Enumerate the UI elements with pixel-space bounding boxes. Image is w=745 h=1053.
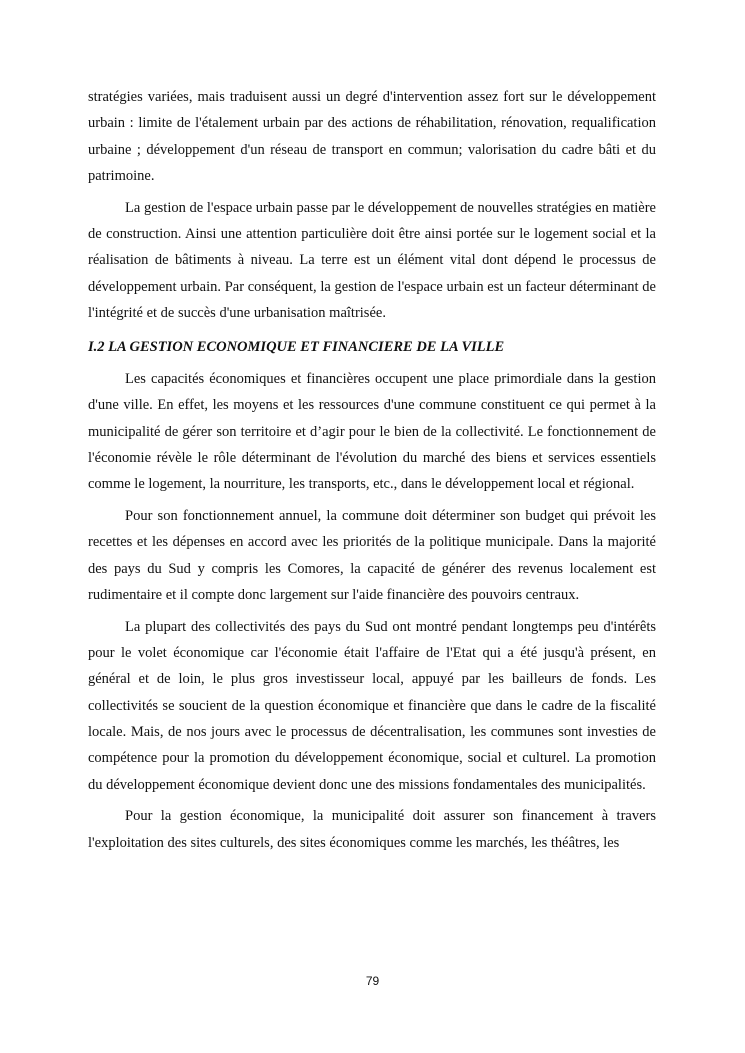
paragraph-economic-capacities: Les capacités économiques et financières occupent une place primordiale dans la gestion d'une ville. En effet, les moyens et les ressources d'une commune constituent ce qui permet à la municipalité de gérer son territoire et d’agir pour le bien de la collectivité. Le fonctionnement de l'économie révèle le rôle déterminant de l'évolution du marché des biens et services essentiels comme le logement, la nourriture, les transports, etc., dans le développement local et régional. [88,371,656,493]
document-page [88,84,656,862]
paragraph-annual-budget: Pour son fonctionnement annuel, la commune doit déterminer son budget qui prévoit les recettes et les dépenses en accord avec les priorités de la politique municipale. Dans la majorité des pays du Sud y compris les Comores, la capacité de générer des revenus localement est rudimentaire et il compte donc largement sur l'aide financière des pouvoirs centraux. [88,508,656,604]
paragraph-continuation: stratégies variées, mais traduisent aussi un degré d'intervention assez fort sur le développement urbain : limite de l'étalement urbain par des actions de réhabilitation, rénovation, requalification urbaine ; développement d'un réseau de transport en commun; valorisation du cadre bâti et du patrimoine. [88,89,656,184]
paragraph-economic-management: Pour la gestion économique, la municipalité doit assurer son financement à travers l'exploitation des sites culturels, des sites économiques comme les marchés, les théâtres, les [88,808,656,851]
paragraph-urban-space: La gestion de l'espace urbain passe par le développement de nouvelles stratégies en matière de construction. Ainsi une attention particulière doit être ainsi portée sur le logement social et la réalisation de bâtiments à niveau. La terre est un élément vital dont dépend le processus de développement urbain. Par conséquent, la gestion de l'espace urbain est un facteur déterminant de l'intégrité et de succès d'une urbanisation maîtrisée. [88,199,656,321]
section-heading: I.2 LA GESTION ECONOMIQUE ET FINANCIERE DE LA VILLE [88,339,505,356]
paragraph-collectivities: La plupart des collectivités des pays du Sud ont montré pendant longtemps peu d'intérêts pour le volet économique car l'économie était l'affaire de l'Etat qui a été jusqu'à présent, en général et de loin, le plus gros investisseur local, appuyé par les bailleurs de fonds. Les collectivités se soucient de la question économique et financière que dans le cadre de la fiscalité locale. Mais, de nos jours avec le processus de décentralisation, les communes sont investies de compétence pour la promotion du développement économique, social et culturel. La promotion du développement économique devient donc une des missions fondamentales des municipalités. [88,618,656,793]
page-number: 79 [365,974,380,988]
